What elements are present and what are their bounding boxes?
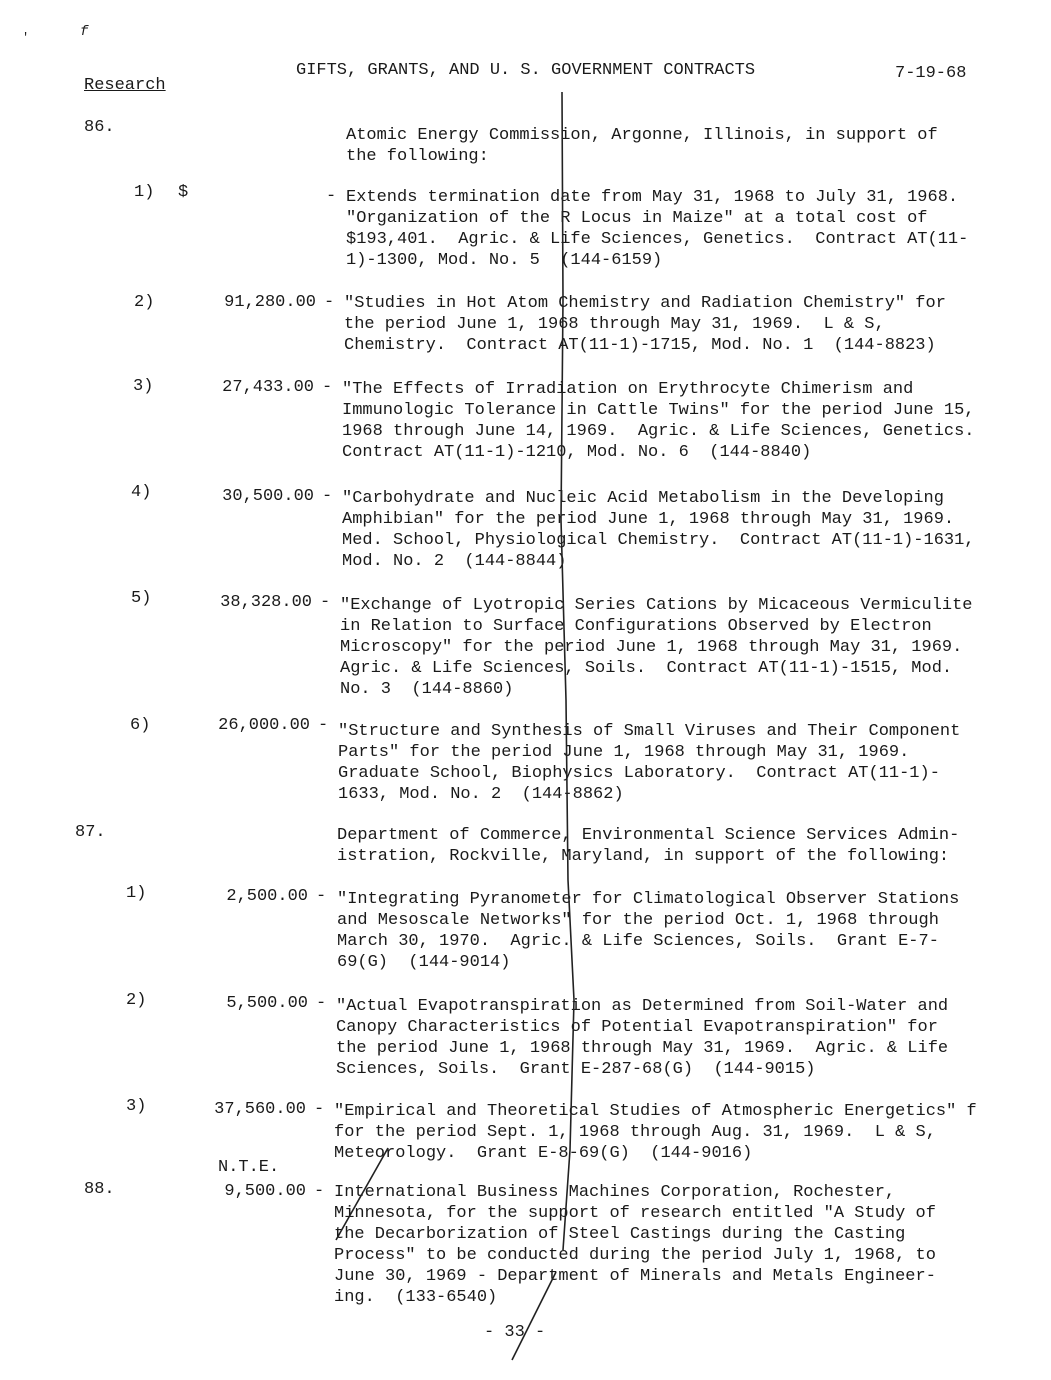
item-label: 4): [131, 483, 152, 502]
currency-symbol: $: [178, 183, 189, 202]
dash: -: [316, 887, 327, 906]
intro-line: the following:: [346, 147, 489, 166]
desc-line: Immunologic Tolerance in Cattle Twins" for the period June 15,: [342, 401, 975, 420]
dash: -: [314, 1182, 325, 1201]
desc-line: "Organization of the R Locus in Maize" at a total cost of: [346, 209, 928, 228]
section-label: Research: [84, 76, 166, 95]
desc-line: ing. (133-6540): [334, 1288, 498, 1307]
desc-line: the period June 1, 1968 through May 31, 1969. L & S,: [344, 315, 885, 334]
desc-line: Process" to be conducted during the period July 1, 1968, to: [334, 1246, 936, 1265]
item-label: 1): [126, 884, 147, 903]
amount: 5,500.00: [226, 994, 308, 1013]
section-number: 86.: [84, 118, 115, 137]
item-label: 3): [126, 1097, 147, 1116]
item-description: [342, 379, 1022, 463]
date-stamp: 7-19-68: [895, 64, 967, 83]
stray-mark: f: [80, 24, 89, 40]
desc-line: Extends termination date from May 31, 1968 to July 31, 1968.: [346, 188, 959, 207]
desc-line: "Actual Evapotranspiration as Determined from Soil-Water and: [336, 997, 949, 1016]
amount: 37,560.00: [214, 1100, 306, 1119]
amount: 91,280.00: [224, 293, 316, 312]
amount: 38,328.00: [220, 593, 312, 612]
dash: -: [316, 994, 327, 1013]
desc-line: June 30, 1969 - Department of Minerals and Metals Engineer-: [334, 1267, 936, 1286]
desc-line: March 30, 1970. Agric. & Life Sciences, Soils. Grant E-7-: [337, 932, 939, 951]
desc-line: and Mesoscale Networks" for the period Oct. 1, 1968 through: [337, 911, 939, 930]
desc-line: Graduate School, Biophysics Laboratory. Contract AT(11-1)-: [338, 764, 940, 783]
dash: -: [324, 293, 335, 312]
intro-line: Atomic Energy Commission, Argonne, Illinois, in support of: [346, 126, 938, 145]
section-number: 88.: [84, 1180, 115, 1199]
nte-note: N.T.E.: [218, 1158, 280, 1177]
page-number: - 33 -: [484, 1323, 546, 1342]
item-label: 5): [131, 589, 152, 608]
dash: -: [322, 378, 333, 397]
desc-line: $193,401. Agric. & Life Sciences, Genetics. Contract AT(11-: [346, 230, 969, 249]
item-label: 6): [130, 716, 151, 735]
item-label: 2): [134, 293, 155, 312]
desc-line: "Empirical and Theoretical Studies of Atmospheric Energetics" f: [334, 1102, 977, 1121]
desc-line: Parts" for the period June 1, 1968 through May 31, 1969.: [338, 743, 910, 762]
item-label: 1): [134, 183, 155, 202]
desc-line: "Studies in Hot Atom Chemistry and Radiation Chemistry" for: [344, 294, 946, 313]
desc-line: the Decarborization of Steel Castings during the Casting: [334, 1225, 906, 1244]
intro-line: Department of Commerce, Environmental Science Services Admin-: [337, 826, 960, 845]
amount: 2,500.00: [226, 887, 308, 906]
desc-line: Med. School, Physiological Chemistry. Contract AT(11-1)-1631,: [342, 531, 975, 550]
dash: -: [318, 716, 329, 735]
section-number: 87.: [75, 823, 106, 842]
item-description: [334, 1101, 1014, 1164]
item-description: [338, 721, 1018, 805]
desc-line: Agric. & Life Sciences, Soils. Contract AT(11-1)-1515, Mod.: [340, 659, 953, 678]
desc-line: Sciences, Soils. Grant E-287-68(G) (144-9015): [336, 1060, 816, 1079]
desc-line: Chemistry. Contract AT(11-1)-1715, Mod. No. 1 (144-8823): [344, 336, 936, 355]
desc-line: Microscopy" for the period June 1, 1968 through May 31, 1969.: [340, 638, 963, 657]
desc-line: "Exchange of Lyotropic Series Cations by Micaceous Vermiculite: [340, 596, 973, 615]
item-description: [344, 293, 1024, 356]
dash: -: [320, 593, 331, 612]
page-title: GIFTS, GRANTS, AND U. S. GOVERNMENT CONTRACTS: [296, 61, 756, 80]
section-intro: [346, 125, 1026, 167]
item-description: [337, 889, 1017, 973]
amount: 26,000.00: [218, 716, 310, 735]
desc-line: "The Effects of Irradiation on Erythrocyte Chimerism and: [342, 380, 914, 399]
item-description: [346, 187, 1026, 271]
desc-line: Contract AT(11-1)-1210, Mod. No. 6 (144-8840): [342, 443, 812, 462]
dash: -: [314, 1100, 325, 1119]
desc-line: "Integrating Pyranometer for Climatological Observer Stations: [337, 890, 960, 909]
desc-line: "Structure and Synthesis of Small Viruses and Their Component: [338, 722, 961, 741]
amount: 30,500.00: [222, 487, 314, 506]
desc-line: Mod. No. 2 (144-8844): [342, 552, 567, 571]
intro-line: istration, Rockville, Maryland, in support of the following:: [337, 847, 950, 866]
desc-line: 1)-1300, Mod. No. 5 (144-6159): [346, 251, 663, 270]
stray-mark: ': [22, 31, 30, 45]
item-description: [336, 996, 1016, 1080]
desc-line: 1968 through June 14, 1969. Agric. & Life Sciences, Genetics.: [342, 422, 975, 441]
desc-line: Amphibian" for the period June 1, 1968 through May 31, 1969.: [342, 510, 955, 529]
item-label: 3): [133, 377, 154, 396]
desc-line: Canopy Characteristics of Potential Evapotranspiration" for: [336, 1018, 938, 1037]
item-description: [334, 1182, 1014, 1308]
amount: 27,433.00: [222, 378, 314, 397]
desc-line: "Carbohydrate and Nucleic Acid Metabolism in the Developing: [342, 489, 944, 508]
desc-line: for the period Sept. 1, 1968 through Aug. 31, 1969. L & S,: [334, 1123, 936, 1142]
desc-line: Meteorology. Grant E-8-69(G) (144-9016): [334, 1144, 753, 1163]
amount: 9,500.00: [224, 1182, 306, 1201]
desc-line: International Business Machines Corporation, Rochester,: [334, 1183, 896, 1202]
desc-line: Minnesota, for the support of research entitled "A Study of: [334, 1204, 936, 1223]
desc-line: No. 3 (144-8860): [340, 680, 514, 699]
desc-line: the period June 1, 1968 through May 31, 1969. Agric. & Life: [336, 1039, 949, 1058]
dash: -: [326, 187, 337, 206]
desc-line: in Relation to Surface Configurations Observed by Electron: [340, 617, 932, 636]
desc-line: 1633, Mod. No. 2 (144-8862): [338, 785, 624, 804]
item-description: [340, 595, 1020, 700]
desc-line: 69(G) (144-9014): [337, 953, 511, 972]
item-label: 2): [126, 991, 147, 1010]
dash: -: [322, 487, 333, 506]
item-description: [342, 488, 1022, 572]
section-intro: [337, 825, 1017, 867]
